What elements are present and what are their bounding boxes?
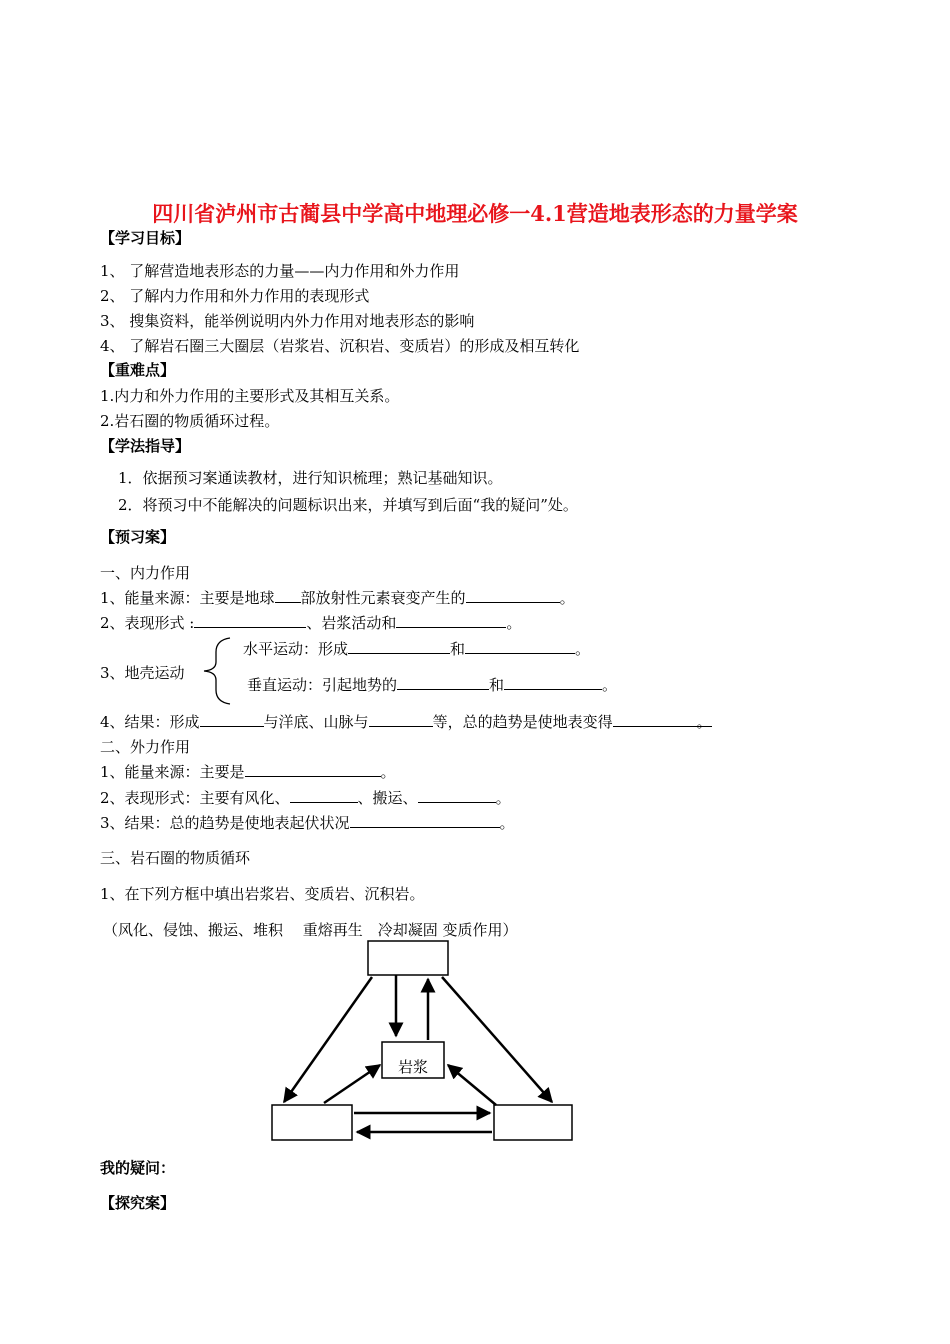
blank-field[interactable] bbox=[348, 639, 450, 654]
forms-line bbox=[100, 613, 521, 633]
horizontal-end: 。 bbox=[575, 640, 591, 658]
ext-result-end: 。 bbox=[499, 814, 515, 832]
arrow-left-to-magma bbox=[324, 1065, 380, 1103]
rock-cycle-task: 1、在下列方框中填出岩浆岩、变质岩、沉积岩。 bbox=[100, 885, 425, 903]
blank-field[interactable] bbox=[194, 613, 306, 628]
blank-field[interactable] bbox=[466, 588, 560, 603]
blank-field[interactable] bbox=[369, 712, 433, 727]
arrow-top-to-left bbox=[284, 977, 372, 1102]
forms-end: 。 bbox=[506, 614, 522, 632]
method-item: 1．依据预习案通读教材，进行知识梳理；熟记基础知识。 bbox=[118, 469, 503, 487]
goals-heading: 【学习目标】 bbox=[100, 229, 191, 247]
blank-field[interactable] bbox=[200, 712, 264, 727]
blank-field[interactable] bbox=[465, 639, 575, 654]
ext-forms-text-b: 、搬运、 bbox=[357, 789, 418, 807]
blank-field[interactable] bbox=[418, 788, 496, 803]
crust-movement-label: 3、地壳运动 bbox=[100, 664, 185, 682]
rock-cycle-hint: （风化、侵蚀、搬运、堆积 重熔再生 冷却凝固 变质作用） bbox=[103, 921, 518, 939]
magma-label: 岩浆 bbox=[397, 1058, 429, 1076]
ext-forms-line bbox=[100, 788, 511, 808]
blank-field[interactable] bbox=[290, 788, 358, 803]
rock-cycle-title: 三、岩石圈的物质循环 bbox=[100, 849, 251, 867]
goal-item: 4、 了解岩石圈三大圈层（岩浆岩、沉积岩、变质岩）的形成及相互转化 bbox=[100, 337, 580, 355]
blank-field[interactable] bbox=[397, 675, 489, 690]
result-text-c: 等，总的趋势是使地表变得 bbox=[432, 713, 613, 731]
result-text-b: 与洋底、山脉与 bbox=[263, 713, 369, 731]
blank-field[interactable] bbox=[504, 675, 602, 690]
rock-cycle-diagram bbox=[260, 935, 590, 1150]
ext-forms-text-a: 2、表现形式：主要有风化、 bbox=[100, 789, 290, 807]
method-item: 2．将预习中不能解决的问题标识出来，并填写到后面“我的疑问”处。 bbox=[118, 496, 578, 514]
ext-energy-line bbox=[100, 762, 396, 782]
left-rock-box[interactable] bbox=[272, 1105, 352, 1140]
arrow-top-to-right bbox=[442, 977, 552, 1102]
key-points-heading: 【重难点】 bbox=[100, 361, 176, 379]
brace-icon bbox=[196, 636, 236, 706]
blank-field[interactable] bbox=[245, 762, 381, 777]
ext-forms-end: 。 bbox=[495, 789, 511, 807]
result-line bbox=[100, 712, 712, 732]
arrow-right-to-magma bbox=[448, 1065, 496, 1105]
energy-end: 。 bbox=[559, 589, 575, 607]
energy-text-b: 部放射性元素衰变产生的 bbox=[300, 589, 466, 607]
horizontal-text-b: 和 bbox=[450, 640, 466, 658]
goal-item: 1、 了解营造地表形态的力量——内力作用和外力作用 bbox=[100, 262, 460, 280]
forms-text-a: 2、表现形式 : bbox=[100, 614, 195, 632]
energy-text-a: 1、能量来源：主要是地球 bbox=[100, 589, 275, 607]
vertical-movement-line bbox=[247, 675, 617, 695]
horizontal-text-a: 水平运动：形成 bbox=[243, 640, 349, 658]
result-end: 。 bbox=[696, 713, 712, 731]
external-force-title: 二、外力作用 bbox=[100, 738, 191, 756]
ext-energy-text: 1、能量来源：主要是 bbox=[100, 763, 245, 781]
blank-field[interactable] bbox=[613, 712, 697, 727]
forms-text-b: 、岩浆活动和 bbox=[306, 614, 397, 632]
blank-field[interactable] bbox=[396, 613, 506, 628]
energy-source-line bbox=[100, 588, 575, 608]
right-rock-box[interactable] bbox=[494, 1105, 572, 1140]
key-point-item: 2.岩石圈的物质循环过程。 bbox=[100, 412, 280, 430]
my-questions-label: 我的疑问： bbox=[100, 1159, 176, 1177]
result-text-a: 4、结果：形成 bbox=[100, 713, 200, 731]
vertical-end: 。 bbox=[602, 676, 618, 694]
goal-item: 2、 了解内力作用和外力作用的表现形式 bbox=[100, 287, 370, 305]
key-point-item: 1.内力和外力作用的主要形式及其相互关系。 bbox=[100, 387, 400, 405]
ext-result-text: 3、结果：总的趋势是使地表起伏状况 bbox=[100, 814, 350, 832]
goal-item: 3、 搜集资料，能举例说明内外力作用对地表形态的影响 bbox=[100, 312, 475, 330]
ext-result-line bbox=[100, 813, 515, 833]
horizontal-movement-line bbox=[243, 639, 590, 659]
method-heading: 【学法指导】 bbox=[100, 437, 191, 455]
vertical-text-a: 垂直运动：引起地势的 bbox=[247, 676, 398, 694]
blank-field[interactable] bbox=[350, 813, 500, 828]
blank-field[interactable] bbox=[275, 588, 301, 603]
explore-heading: 【探究案】 bbox=[100, 1194, 176, 1212]
page-title: 四川省泸州市古蔺县中学高中地理必修一4.1营造地表形态的力量学案 bbox=[152, 201, 798, 226]
ext-energy-end: 。 bbox=[380, 763, 396, 781]
internal-force-title: 一、内力作用 bbox=[100, 564, 191, 582]
top-rock-box[interactable] bbox=[368, 941, 448, 975]
preview-heading: 【预习案】 bbox=[100, 528, 176, 546]
vertical-text-b: 和 bbox=[489, 676, 505, 694]
